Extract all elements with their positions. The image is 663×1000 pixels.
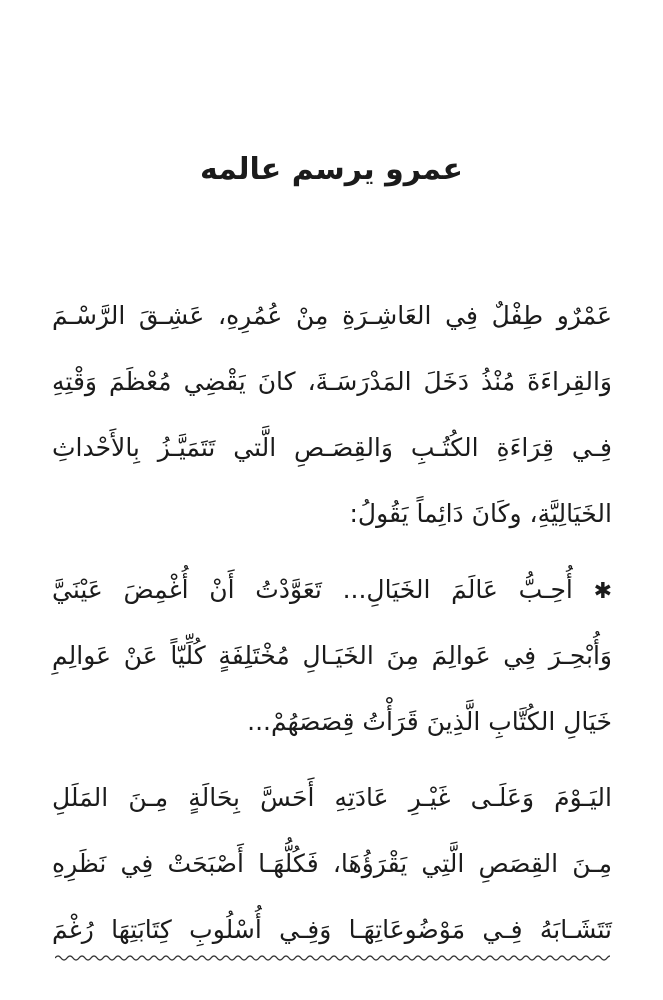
text-line: عَمْرٌو طِفْلٌ فِي العَاشِـرَةِ مِنْ عُمُرِهِ، عَشِـقَ الرَّسْـمَ <box>52 301 612 330</box>
text-line: تَتَشَـابَهُ فِـي مَوْضُوعَاتِهَـا وَفِـي أُسْلُوبِ كِتَابَتِهَا رُغْمَ <box>52 915 612 944</box>
text-line: اليَـوْمَ وَعَلَـى غَيْـرِ عَادَتِهِ أَحَسَّ بِحَالَةٍ مِـنَ المَلَلِ <box>52 783 612 812</box>
text-line: خَيَالِ الكُتَّابِ الَّذِينَ قَرَأْتُ قِصَصَهُمْ... <box>247 707 612 736</box>
paragraph-gap <box>52 547 612 557</box>
text-line <box>52 557 612 623</box>
paragraph-gap <box>52 755 612 765</box>
story-body <box>52 283 612 963</box>
story-title: عمرو يرسم عالمه <box>199 152 464 187</box>
text-line: الخَيَالِيَّةِ، وكَانَ دَائِماً يَقُولُ: <box>349 499 612 528</box>
text-line: مِـنَ القِصَصِ الَّتِي يَقْرَؤُهَا، فَكُلُّهَـا أَصْبَحَتْ فِي نَظَرِهِ <box>52 849 612 878</box>
wavy-divider <box>55 952 610 964</box>
text-line: وَأُبْحِـرَ فِي عَوالِمَ مِنَ الخَيَـالِ مُخْتَلِفَةٍ كُلِّيّاً عَنْ عَوالِمِ <box>52 641 612 670</box>
paragraph-today <box>52 765 612 963</box>
paragraph-quote <box>52 557 612 755</box>
text-line-content: أُحِـبُّ عَالَمَ الخَيَالِ... تَعَوَّدْتُ أَنْ أُغْمِضَ عَيْنَيَّ <box>52 575 573 604</box>
text-line: وَالقِراءَةَ مُنْذُ دَخَلَ المَدْرَسَـةَ، كانَ يَقْضِي مُعْظَمَ وَقْتِهِ <box>52 367 612 396</box>
paragraph-intro <box>52 283 612 547</box>
text-line: فِـي قِرَاءَةِ الكُتُـبِ وَالقِصَـصِ الَّتي تَتَمَيَّـزُ بِالأَحْداثِ <box>52 433 612 462</box>
bullet-star-icon: ✱ <box>593 579 612 604</box>
